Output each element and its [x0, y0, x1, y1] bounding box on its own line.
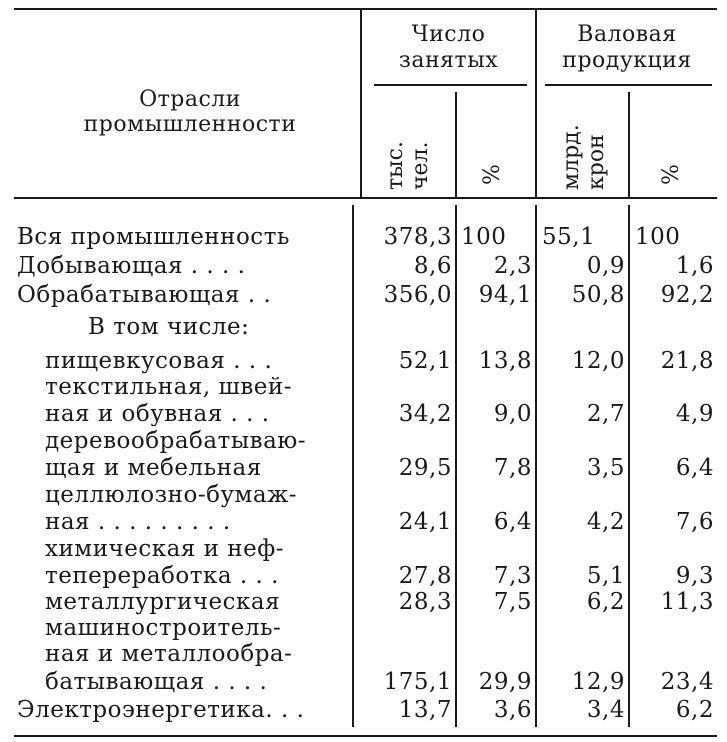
- subhead-billion-crowns-line1: млрд.: [559, 124, 584, 190]
- cell-output-percent: 1,6: [675, 253, 714, 279]
- bottom-rule: [14, 735, 717, 737]
- header-industries-line1: Отрасли: [139, 87, 241, 112]
- cell-output-billions: 12,0: [571, 348, 625, 374]
- row-label: ная . . . . . . . . .: [45, 509, 231, 535]
- cell-employed-percent: 7,5: [493, 589, 532, 615]
- cell-output-percent: 11,3: [660, 589, 714, 615]
- cell-output-percent: 9,3: [675, 563, 714, 589]
- cell-employed-thousands: 52,1: [398, 348, 452, 374]
- subhead-thousand-persons-line1: тыс.: [383, 141, 408, 190]
- group-subrule-left: [374, 84, 527, 86]
- cell-employed-percent: 3,6: [493, 697, 532, 723]
- cell-output-billions: 6,2: [586, 589, 625, 615]
- cell-employed-thousands: 356,0: [383, 282, 452, 308]
- cell-employed-percent: 6,4: [493, 509, 532, 535]
- cell-output-billions: 50,8: [571, 282, 625, 308]
- cell-employed-percent: 94,1: [478, 282, 532, 308]
- cell-employed-thousands: 378,3: [383, 224, 452, 250]
- cell-output-percent: 92,2: [660, 282, 714, 308]
- subhead-thousand-persons-line2: чел.: [408, 141, 433, 190]
- cell-output-billions: 3,4: [586, 697, 625, 723]
- row-label: батывающая . . . .: [45, 669, 268, 695]
- row-label: Добывающая . . . .: [17, 253, 246, 279]
- cell-output-percent: 6,4: [675, 455, 714, 481]
- subsection-label: В том числе:: [88, 314, 250, 340]
- subhead-percent-2: %: [659, 164, 684, 185]
- top-rule: [14, 8, 717, 10]
- cell-output-billions: 55,1: [542, 224, 596, 250]
- cell-output-billions: 12,9: [571, 669, 625, 695]
- row-label-continued: ная и металлообра-: [45, 641, 293, 667]
- row-label: щая и мебельная: [45, 455, 262, 481]
- cell-employed-percent: 9,0: [493, 401, 532, 427]
- cell-output-percent: 6,2: [675, 697, 714, 723]
- cell-employed-percent: 29,9: [478, 669, 532, 695]
- cell-output-percent: 100: [635, 224, 681, 250]
- cell-output-percent: 4,9: [675, 401, 714, 427]
- cell-output-percent: 21,8: [660, 348, 714, 374]
- row-label-continued: целлюлозно-бумаж-: [45, 482, 298, 508]
- cell-output-billions: 3,5: [586, 455, 625, 481]
- cell-employed-thousands: 28,3: [398, 589, 452, 615]
- row-label: ная и обувная . . .: [45, 401, 270, 427]
- cell-employed-thousands: 8,6: [413, 253, 452, 279]
- subhead-billion-crowns-line2: крон: [584, 134, 609, 190]
- group-subrule-right: [545, 84, 712, 86]
- header-employed-line1: Число: [411, 22, 486, 47]
- header-gross-output-line1: Валовая: [577, 22, 677, 47]
- row-label: металлургическая: [45, 589, 281, 615]
- cell-employed-thousands: 175,1: [383, 669, 452, 695]
- cell-employed-thousands: 34,2: [398, 401, 452, 427]
- cell-output-billions: 5,1: [586, 563, 625, 589]
- cell-employed-thousands: 24,1: [398, 509, 452, 535]
- header-employed-line2: занятых: [398, 48, 499, 73]
- row-label-continued: деревообрабатываю-: [45, 428, 307, 454]
- row-label: Вся промышленность: [17, 224, 290, 250]
- row-label: пищевкусовая . . .: [45, 348, 273, 374]
- cell-output-billions: 2,7: [586, 401, 625, 427]
- header-gross-output-line2: продукция: [562, 48, 692, 73]
- cell-employed-thousands: 13,7: [398, 697, 452, 723]
- cell-output-percent: 7,6: [675, 509, 714, 535]
- cell-output-billions: 0,9: [586, 253, 625, 279]
- cell-employed-percent: 7,3: [493, 563, 532, 589]
- row-label: Электроэнергетика. . .: [17, 697, 305, 723]
- cell-output-percent: 23,4: [660, 669, 714, 695]
- header-industries-line2: промышленности: [83, 112, 297, 137]
- row-label-continued: химическая и неф-: [45, 536, 284, 562]
- row-label-continued: текстильная, швей-: [45, 374, 292, 400]
- cell-output-billions: 4,2: [586, 509, 625, 535]
- row-label: Обрабатывающая . .: [17, 282, 272, 308]
- cell-employed-percent: 2,3: [493, 253, 532, 279]
- subhead-percent-1: %: [480, 164, 505, 185]
- row-label-continued: машиностроитель-: [45, 615, 282, 641]
- header-bottom-rule: [14, 197, 717, 199]
- header-vline-2: [455, 92, 457, 198]
- cell-employed-percent: 100: [461, 224, 507, 250]
- cell-employed-thousands: 27,8: [398, 563, 452, 589]
- row-label: тепереработка . . .: [45, 563, 279, 589]
- cell-employed-percent: 7,8: [493, 455, 532, 481]
- header-vline-4: [628, 92, 630, 198]
- cell-employed-thousands: 29,5: [398, 455, 452, 481]
- cell-employed-percent: 13,8: [478, 348, 532, 374]
